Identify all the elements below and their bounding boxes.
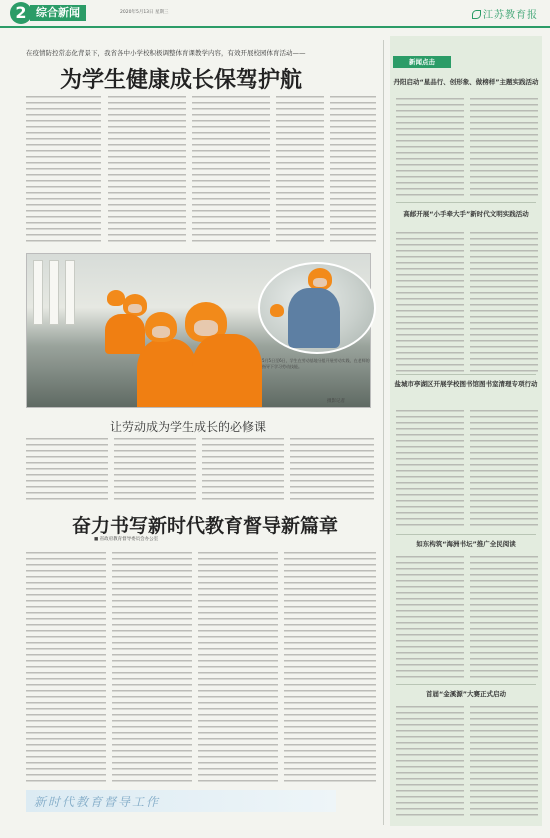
sidebar-headline: 首届“金溪源”大赛正式启动 <box>425 690 507 698</box>
article-text-block <box>396 98 464 196</box>
article-text-block <box>26 438 108 504</box>
series-banner <box>26 790 336 812</box>
photo-caption: 5月5日至6日，学生在劳动基地分组开展劳动实践，在老师的指导下学习劳动技能。 <box>262 358 370 369</box>
article-text-block <box>396 410 464 530</box>
photo-credit: 摄影记者 <box>327 399 345 404</box>
article-text-block <box>470 98 538 196</box>
sidebar-divider <box>396 202 536 203</box>
article-text-block <box>396 706 464 818</box>
article-text-block <box>114 438 196 504</box>
second-headline: 奋力书写新时代教育督导新篇章 <box>72 515 339 537</box>
article-text-block <box>470 410 538 530</box>
article-text-block <box>290 438 374 504</box>
article-text-block <box>284 552 376 784</box>
article-text-block <box>26 96 101 246</box>
page-header <box>0 0 550 28</box>
sidebar-divider <box>396 684 536 685</box>
issue-meta: 2020年5月13日 星期三 <box>120 10 169 15</box>
article-text-block <box>198 552 278 784</box>
article-text-block <box>26 552 106 784</box>
article-text-block <box>276 96 324 246</box>
inset-photo <box>258 262 376 354</box>
lead-kicker: 在疫情防控常态化背景下，我省各中小学校积极调整体育课教学内容，有效开展校园体育活动—— <box>26 49 306 57</box>
sidebar-headline: 如东构筑“海洲书坛”推广全民阅读 <box>416 540 516 548</box>
sidebar-headline: 丹阳启动“星品行、创形象、做榜样”主题实践活动 <box>393 78 539 86</box>
lead-headline: 为学生健康成长保驾护航 <box>60 68 303 93</box>
article-text-block <box>112 552 192 784</box>
article-text-block <box>330 96 376 246</box>
article-text-block <box>396 556 464 680</box>
sidebar-divider <box>396 374 536 375</box>
article-text-block <box>202 438 284 504</box>
article-text-block <box>192 96 270 246</box>
article-text-block <box>108 96 186 246</box>
sidebar-tab: 新闻点击 <box>393 56 451 68</box>
column-divider <box>383 40 384 825</box>
sidebar-headline: 盐城市亭湖区开展学校图书馆图书室清理专项行动 <box>394 380 538 388</box>
article-text-block <box>470 556 538 680</box>
section-label: 综合新闻 <box>30 5 86 21</box>
second-byline: ■ 省政府教育督导委员会办公室 <box>94 537 159 542</box>
article-text-block <box>470 706 538 818</box>
sidebar-divider <box>396 534 536 535</box>
newspaper-logo <box>472 6 538 21</box>
article-text-block <box>470 232 538 372</box>
sidebar-headline: 高邮开展“小手牵大手”新时代文明实践活动 <box>403 210 529 218</box>
subheadline: 让劳动成为学生成长的必修课 <box>110 420 267 434</box>
logo-icon <box>472 10 481 19</box>
banner-text: 新时代教育督导工作 <box>34 795 161 809</box>
article-text-block <box>396 232 464 372</box>
page-number: 2 <box>10 2 32 24</box>
logo-text: 江苏教育报 <box>483 10 538 21</box>
